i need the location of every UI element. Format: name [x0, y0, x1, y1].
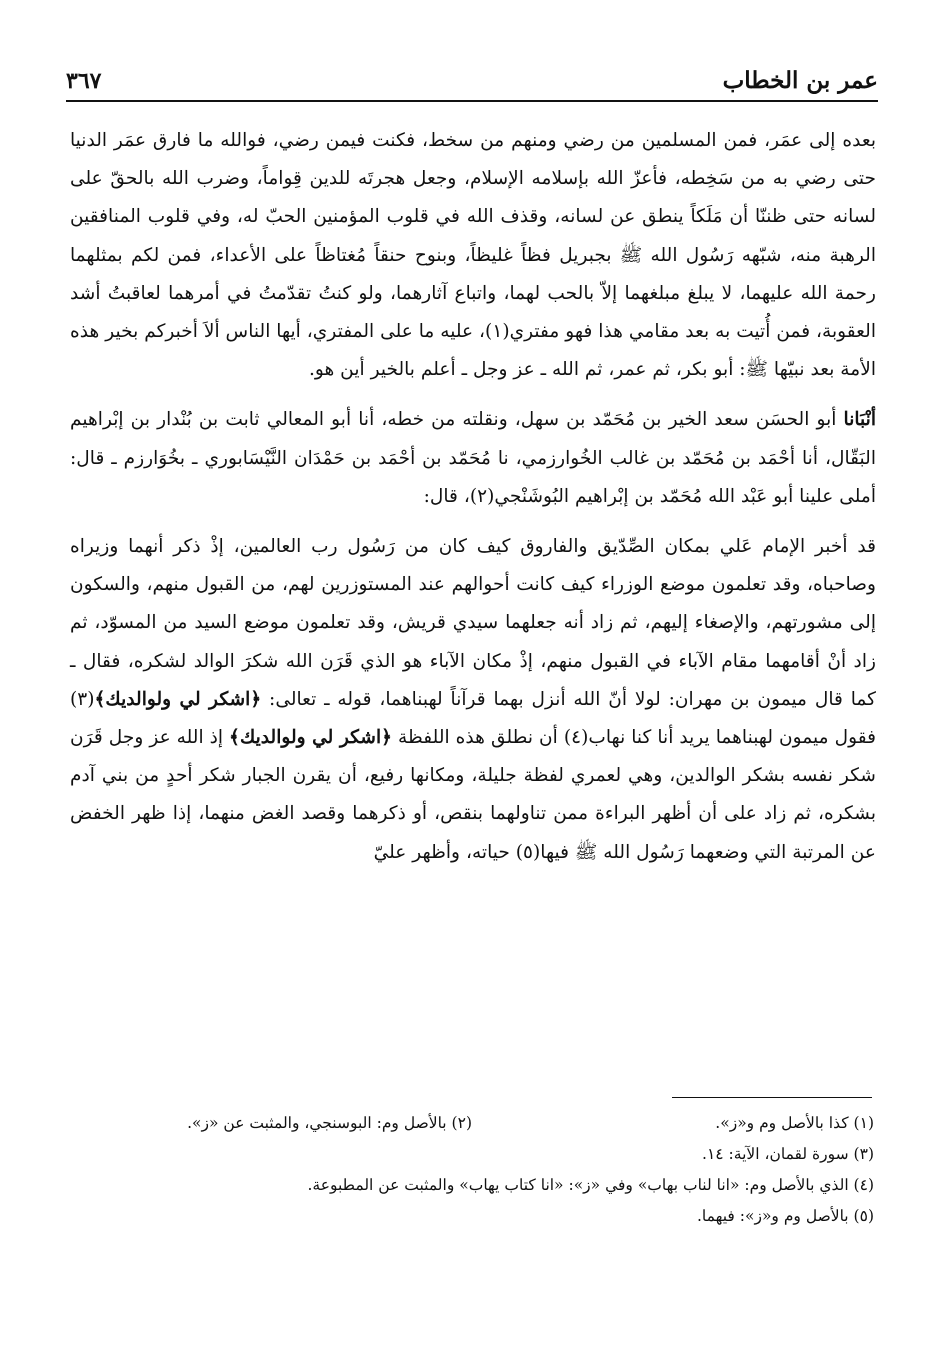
footnote-1: (١) كذا بالأصل وم و«ز». [715, 1114, 874, 1132]
running-title: عمر بن الخطاب [722, 67, 878, 94]
footnote-4: (٤) الذي بالأصل وم: «انا لناب بهاب» وفي «ز»: «انا كتاب يهاب» والمثبت عن المطبوعة. [307, 1176, 874, 1194]
footnote-2: (٢) بالأصل وم: البوسنجي، والمثبت عن «ز». [187, 1114, 472, 1132]
quran-verse-2: ﴿اشكر لي ولوالديك﴾ [229, 727, 393, 749]
page-header [66, 52, 878, 102]
footnote-separator [672, 1097, 872, 1098]
footnote-5: (٥) بالأصل وم و«ز»: فيهما. [696, 1207, 874, 1225]
page-number: ٣٦٧ [66, 68, 102, 94]
footnote-row [70, 1108, 874, 1139]
paragraph-3-text-a: قد أخبر الإمام عَلي بمكان الصِّدّيق والفاروق كيف كان من رَسُول رب العالمين، إذْ ذكر أنهما وزيراه وصاحباه، وقد تعلمون موضع الوزراء كيف كانت أحوالهم عند المستوزرين لهم، من القبول منهم، والسكون إلى مشورتهم، والإصغاء إليهم، ثم زاد أنه جعلهما سيدي قريش، وقد تعلمون موضع السيد من المسوّد، ثم زاد أنْ أقامهما مقام الآباء في القبول منهم، إذْ مكان الآباء هو الذي قَرَن الله شكرَ الوالد لشكره، فقال ـ كما قال ميمون بن مهران: لولا أنّ الله أنزل بهما قرآناً لهبناهما، قوله ـ تعالى: [70, 536, 876, 710]
paragraph-2 [70, 401, 876, 516]
paragraph-1: بعده إلى عمَر، فمن المسلمين من رضي ومنهم من سخط، فكنت فيمن رضي، فوالله ما فارق عمَر الدنيا حتى رضي به من سَخِطه، فأعزّ الله بإسلامه الإسلام، وجعل هجرتَه للدين قِواماً، وضرب الله بالحقّ على لسانه حتى ظننّا أن مَلَكاً ينطق عن لسانه، وقذف الله في قلوب المؤمنين الحبّ له، وفي قلوب المنافقين الرهبة منه، شبّهه رَسُول الله ﷺ بجبريل فظاً غليظاً، وبنوح حنقاً مُغتاظاً على الأعداء، فمن لكم بمثلهما رحمة الله عليهما، لا يبلغ مبلغهما إلاّ بالحب لهما، واتباع آثارهما، ولو كنتُ تقدّمتُ في أمرهما لعاقبتُ أشد العقوبة، فمن أُتيت به بعد مقامي هذا فهو مفتري(١)، عليه ما على المفتري، أيها الناس ألاَ أخبركم بخير هذه الأمة بعد نبيّها ﷺ: أبو بكر، ثم عمر، ثم الله ـ عز وجل ـ أعلم بالخير أين هو. [70, 130, 876, 381]
main-text [70, 122, 876, 872]
footnote-3: (٣) سورة لقمان، الآية: ١٤. [702, 1145, 874, 1163]
paragraph-3-text-c: إذ الله عز وجل قَرَن شكر نفسه بشكر الوالدين، وهي لعمري لفظة جليلة، ومكانها رفيع، أن يقرن الجبار شكر أحدٍ من بني آدم بشكره، ثم زاد على أن أظهر البراءة ممن تناولهما بنقص، أو ذكرهما وقصد الغض منهما، إذا ظهر الخفض عن المرتبة التي وضعهما رَسُول الله ﷺ فيها(٥) حياته، وأظهر عليّ [70, 727, 876, 863]
footnotes [70, 1108, 874, 1232]
paragraph-2-text: أبو الحسَن سعد الخير بن مُحَمّد بن سهل، ونقلته من خطه، أنا أبو المعالي ثابت بن بُنْدار بن إبْراهيم البَقّال، أنا أحْمَد بن مُحَمّد بن غالب الخُوارزمي، نا مُحَمّد بن أحْمَد بن حَمْدَان النَّيْسَابوري ـ بخُوَارزم ـ قال: أملى علينا أبو عَبْد الله مُحَمّد بن إبْراهيم البُوشَنْجي(٢)، قال: [70, 409, 876, 507]
paragraph-2-lead-word: أنْبَانا [843, 409, 876, 431]
paragraph-3 [70, 528, 876, 872]
paragraph-3-text-b: (٣) فقول ميمون لهبناهما يريد أنا كنا نهاب(٤) أن نطلق هذه اللفظة [70, 688, 876, 749]
quran-verse-1: ﴿اشكر لي ولوالديك﴾ [94, 688, 262, 710]
